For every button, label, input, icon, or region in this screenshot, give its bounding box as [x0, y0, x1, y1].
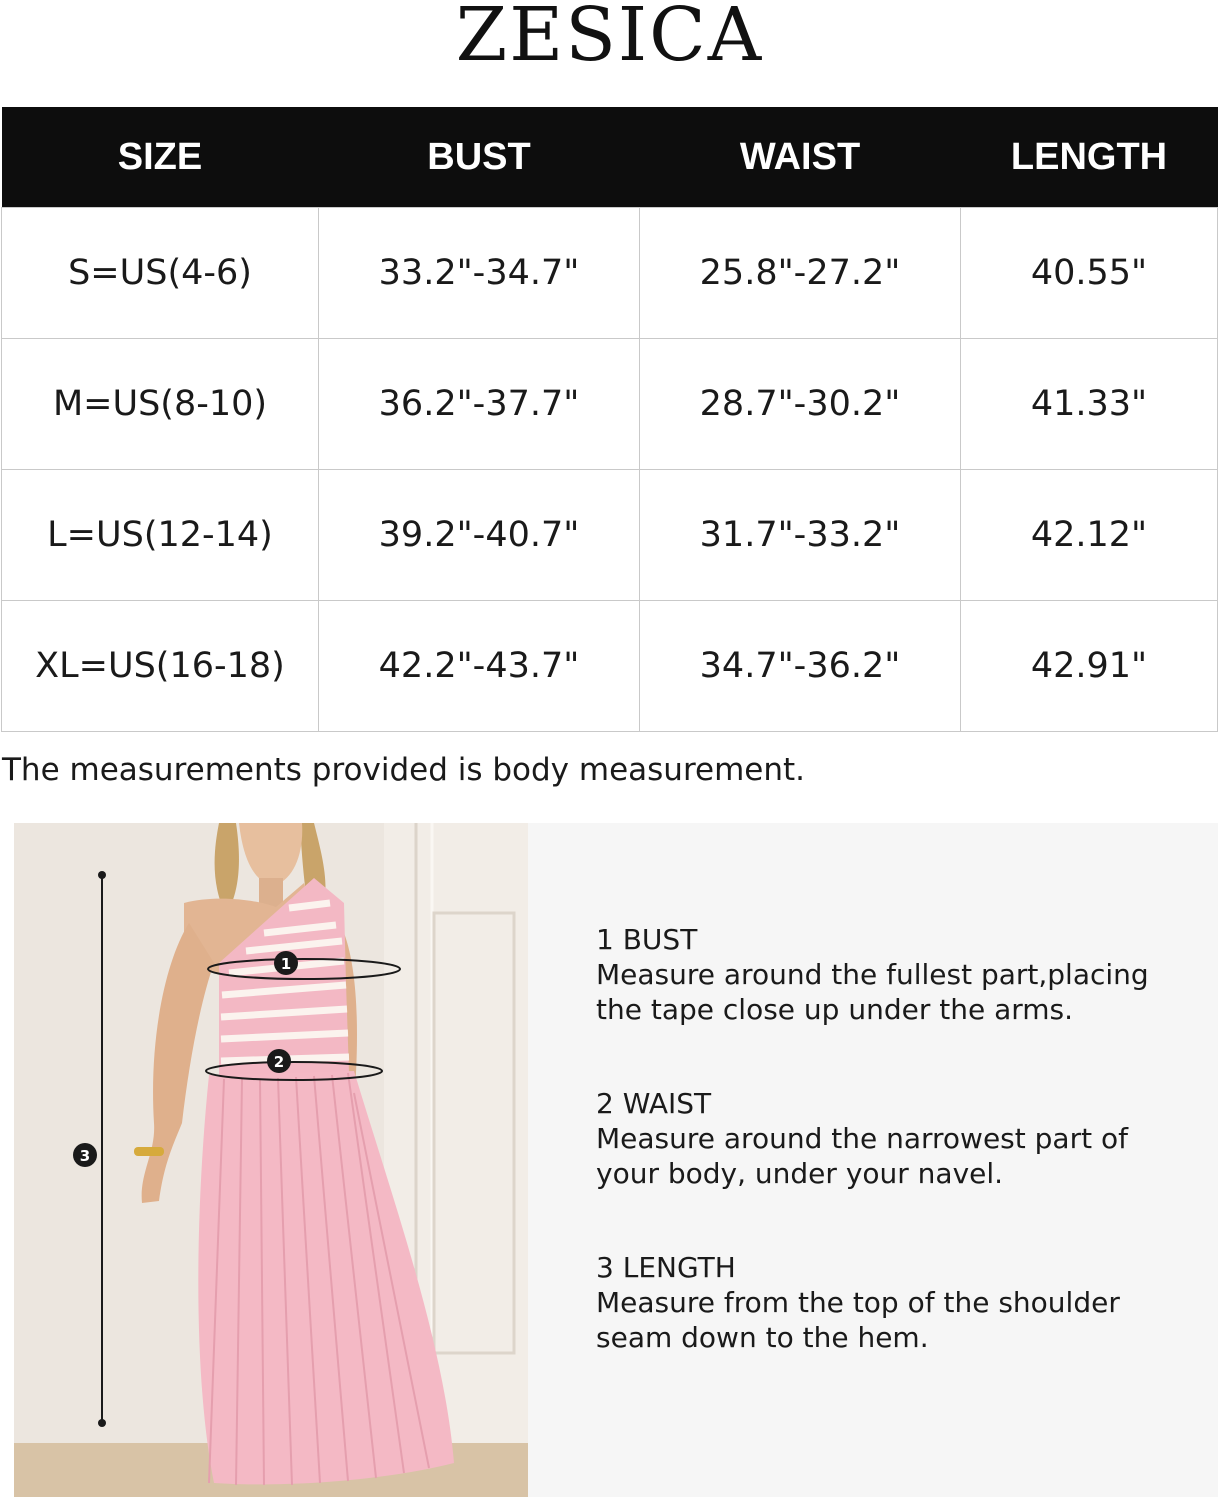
cell-length: 42.12" [961, 470, 1218, 601]
size-chart-table [1, 107, 1218, 732]
length-instruction [596, 1251, 1196, 1355]
cell-waist: 25.8"-27.2" [640, 208, 961, 339]
header-size: SIZE [2, 107, 319, 208]
model-illustration [14, 823, 528, 1497]
waist-instruction-title: 2 WAIST [596, 1087, 712, 1120]
marker-2-label: 2 [273, 1053, 285, 1071]
bust-instruction [596, 923, 1196, 1027]
cell-bust: 39.2"-40.7" [319, 470, 640, 601]
length-instruction-line: seam down to the hem. [596, 1321, 929, 1354]
header-waist: WAIST [640, 107, 961, 208]
table-row [2, 601, 1218, 732]
header-length: LENGTH [961, 107, 1218, 208]
length-marker [73, 1143, 97, 1167]
bust-instruction-line: Measure around the fullest part,placing [596, 958, 1149, 991]
cell-length: 40.55" [961, 208, 1218, 339]
cell-size: L=US(12-14) [2, 470, 319, 601]
waist-instruction-line: Measure around the narrowest part of [596, 1122, 1128, 1155]
length-instruction-title: 3 LENGTH [596, 1251, 736, 1284]
waist-instruction [596, 1087, 1196, 1191]
table-row [2, 208, 1218, 339]
length-instruction-line: Measure from the top of the shoulder [596, 1286, 1120, 1319]
bust-instruction-line: the tape close up under the arms. [596, 993, 1074, 1026]
cell-bust: 33.2"-34.7" [319, 208, 640, 339]
cell-size: XL=US(16-18) [2, 601, 319, 732]
table-header-row [2, 107, 1218, 208]
cell-waist: 28.7"-30.2" [640, 339, 961, 470]
cell-length: 42.91" [961, 601, 1218, 732]
bust-instruction-title: 1 BUST [596, 923, 698, 956]
cell-bust: 42.2"-43.7" [319, 601, 640, 732]
marker-1-label: 1 [280, 955, 292, 973]
table-row [2, 339, 1218, 470]
cell-bust: 36.2"-37.7" [319, 339, 640, 470]
cell-size: M=US(8-10) [2, 339, 319, 470]
waist-instruction-line: your body, under your navel. [596, 1157, 1004, 1190]
waist-marker [267, 1049, 291, 1073]
table-row [2, 470, 1218, 601]
bust-marker [274, 951, 298, 975]
header-bust: BUST [319, 107, 640, 208]
cell-size: S=US(4-6) [2, 208, 319, 339]
marker-3-label: 3 [79, 1147, 91, 1165]
brand-logo: ZESICA [455, 0, 764, 78]
measurement-note: The measurements provided is body measurement. [2, 752, 806, 788]
cell-waist: 34.7"-36.2" [640, 601, 961, 732]
cell-waist: 31.7"-33.2" [640, 470, 961, 601]
instructions-panel [528, 823, 1218, 1497]
cell-length: 41.33" [961, 339, 1218, 470]
model-photo [14, 823, 528, 1497]
